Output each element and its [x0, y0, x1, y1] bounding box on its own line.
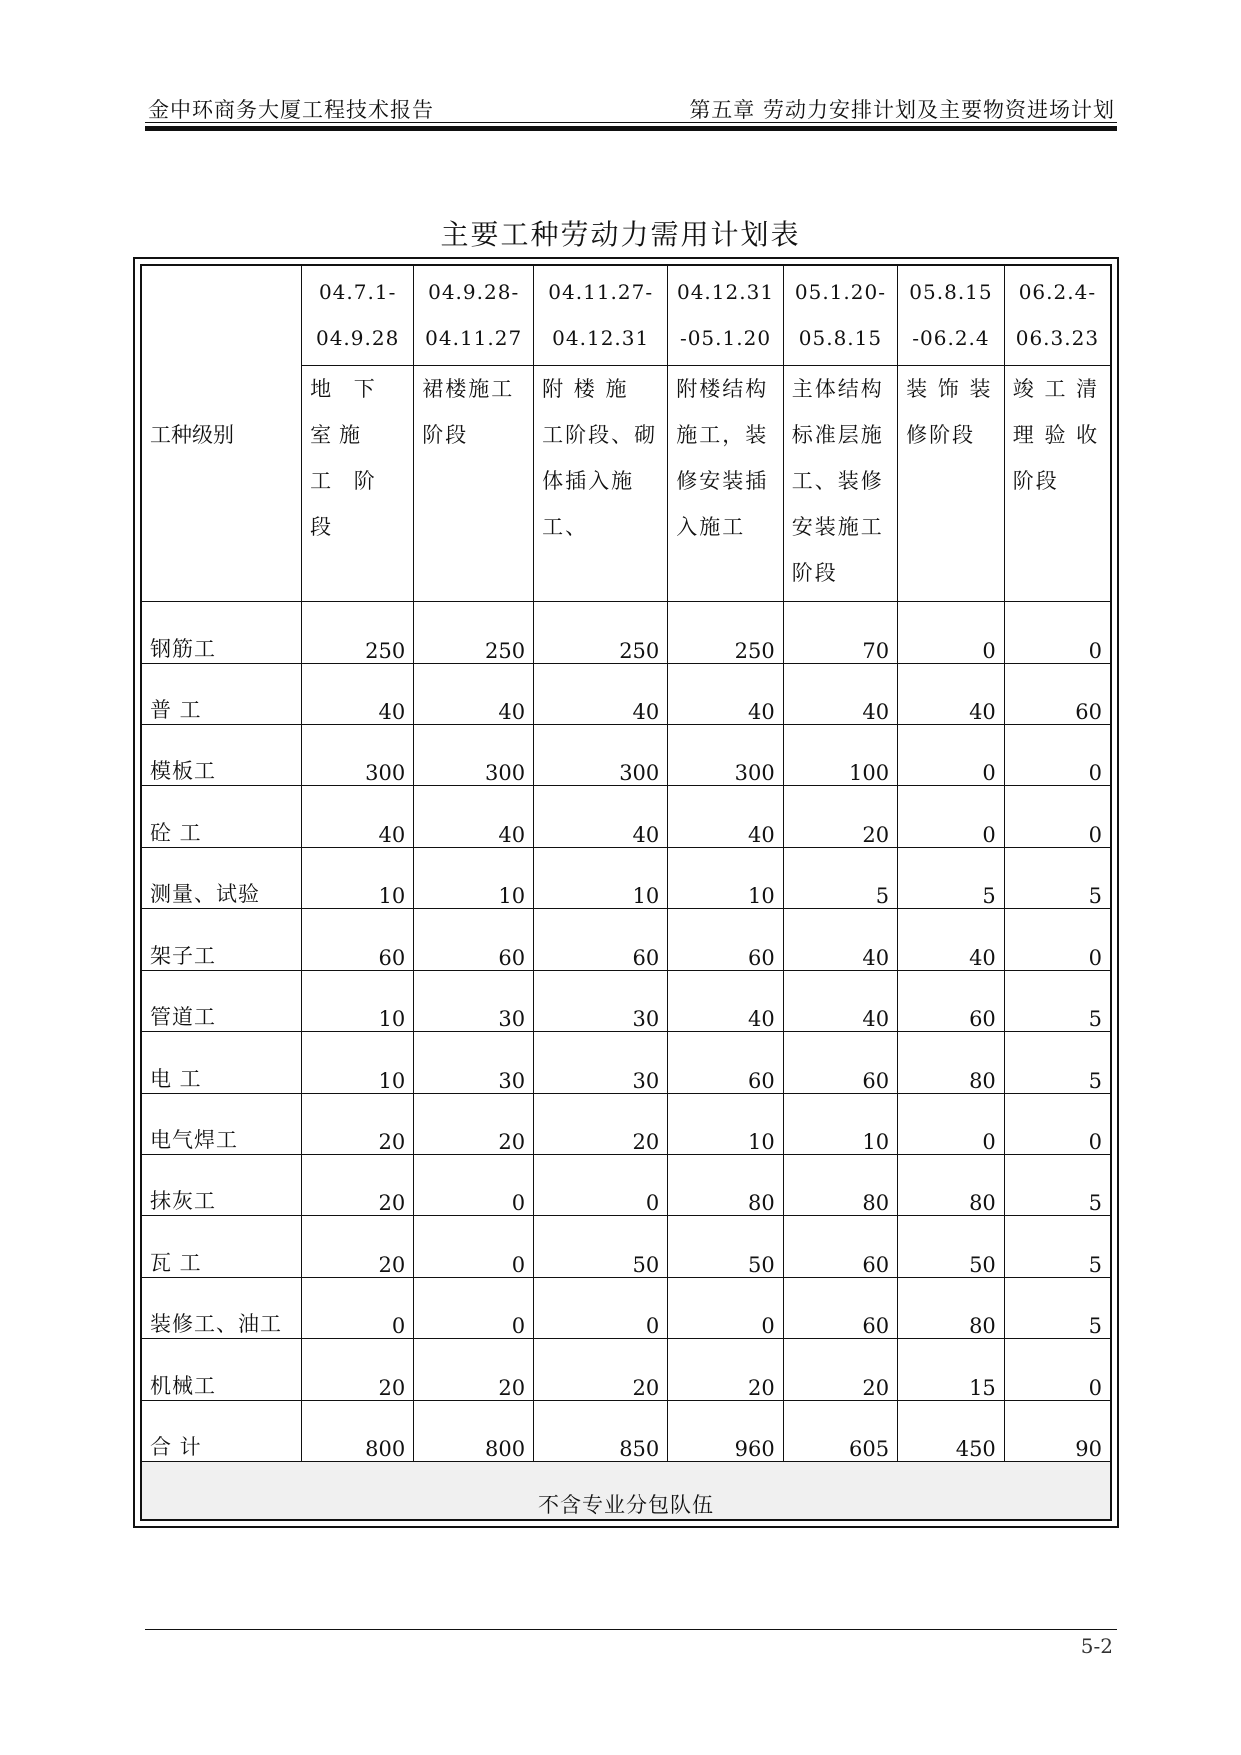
- header-rule-thin: [145, 122, 1117, 123]
- value-cell: 300: [668, 725, 783, 786]
- trade-name: 模板工: [141, 725, 302, 786]
- value-cell: 850: [534, 1400, 668, 1461]
- period-date-cell: 04.9.28- 04.11.27: [414, 265, 534, 365]
- value-cell: 20: [668, 1339, 783, 1400]
- value-cell: 250: [534, 602, 668, 663]
- trade-name: 测量、试验: [141, 847, 302, 908]
- value-cell: 10: [302, 847, 414, 908]
- trade-name: 电气焊工: [141, 1093, 302, 1154]
- value-cell: 40: [783, 909, 897, 970]
- header-chapter-title: 第五章 劳动力安排计划及主要物资进场计划: [689, 98, 1115, 122]
- total-row: [141, 1400, 1111, 1461]
- period-date-cell: 04.12.31 -05.1.20: [668, 265, 783, 365]
- value-cell: 5: [1004, 1032, 1111, 1093]
- value-cell: 605: [783, 1400, 897, 1461]
- value-cell: 0: [1004, 909, 1111, 970]
- table-row: [141, 1277, 1111, 1338]
- table-row: [141, 1154, 1111, 1215]
- period-date-cell: 04.7.1- 04.9.28: [302, 265, 414, 365]
- value-cell: 30: [414, 1032, 534, 1093]
- value-cell: 20: [414, 1093, 534, 1154]
- stage-cell: 裙楼施工阶段: [414, 365, 534, 601]
- value-cell: 0: [898, 602, 1005, 663]
- value-cell: 20: [534, 1093, 668, 1154]
- value-cell: 0: [414, 1277, 534, 1338]
- value-cell: 250: [668, 602, 783, 663]
- value-cell: 0: [414, 1154, 534, 1215]
- value-cell: 40: [302, 786, 414, 847]
- value-cell: 60: [534, 909, 668, 970]
- value-cell: 5: [783, 847, 897, 908]
- value-cell: 10: [302, 1032, 414, 1093]
- table-row: [141, 1093, 1111, 1154]
- value-cell: 40: [414, 663, 534, 724]
- period-date-row: [141, 265, 1111, 365]
- value-cell: 300: [302, 725, 414, 786]
- value-cell: 30: [534, 1032, 668, 1093]
- value-cell: 60: [1004, 663, 1111, 724]
- stage-cell: 附楼结构施工，装修安装插入施工: [668, 365, 783, 601]
- value-cell: 40: [783, 970, 897, 1031]
- value-cell: 30: [534, 970, 668, 1031]
- value-cell: 15: [898, 1339, 1005, 1400]
- footer-rule: [145, 1629, 1117, 1630]
- value-cell: 40: [668, 786, 783, 847]
- table-row: [141, 786, 1111, 847]
- value-cell: 90: [1004, 1400, 1111, 1461]
- value-cell: 80: [898, 1032, 1005, 1093]
- value-cell: 10: [783, 1093, 897, 1154]
- value-cell: 20: [783, 1339, 897, 1400]
- value-cell: 5: [1004, 970, 1111, 1031]
- period-date-cell: 06.2.4- 06.3.23: [1004, 265, 1111, 365]
- value-cell: 80: [783, 1154, 897, 1215]
- trade-name: 管道工: [141, 970, 302, 1031]
- header-rule-thick: [145, 126, 1117, 131]
- value-cell: 10: [534, 847, 668, 908]
- value-cell: 0: [898, 725, 1005, 786]
- value-cell: 0: [1004, 725, 1111, 786]
- value-cell: 800: [414, 1400, 534, 1461]
- value-cell: 5: [1004, 847, 1111, 908]
- table-row: [141, 909, 1111, 970]
- value-cell: 0: [898, 1093, 1005, 1154]
- value-cell: 300: [534, 725, 668, 786]
- value-cell: 60: [783, 1216, 897, 1277]
- value-cell: 50: [668, 1216, 783, 1277]
- value-cell: 960: [668, 1400, 783, 1461]
- header-report-title: 金中环商务大厦工程技术报告: [148, 98, 434, 122]
- value-cell: 20: [783, 786, 897, 847]
- value-cell: 60: [668, 1032, 783, 1093]
- value-cell: 50: [534, 1216, 668, 1277]
- trade-name: 装修工、油工: [141, 1277, 302, 1338]
- value-cell: 300: [414, 725, 534, 786]
- value-cell: 10: [668, 1093, 783, 1154]
- value-cell: 0: [302, 1277, 414, 1338]
- value-cell: 40: [898, 909, 1005, 970]
- value-cell: 20: [302, 1339, 414, 1400]
- value-cell: 5: [1004, 1216, 1111, 1277]
- value-cell: 20: [302, 1216, 414, 1277]
- period-date-cell: 04.11.27- 04.12.31: [534, 265, 668, 365]
- table-note: 不含专业分包队伍: [141, 1461, 1111, 1520]
- value-cell: 40: [414, 786, 534, 847]
- table-title: 主要工种劳动力需用计划表: [440, 218, 801, 251]
- value-cell: 0: [668, 1277, 783, 1338]
- value-cell: 30: [414, 970, 534, 1031]
- trade-name: 机械工: [141, 1339, 302, 1400]
- table-row: [141, 1032, 1111, 1093]
- value-cell: 0: [1004, 786, 1111, 847]
- value-cell: 5: [898, 847, 1005, 908]
- value-cell: 0: [534, 1154, 668, 1215]
- trade-name: 电 工: [141, 1032, 302, 1093]
- stage-cell: 竣 工 清理 验 收阶段: [1004, 365, 1111, 601]
- value-cell: 5: [1004, 1277, 1111, 1338]
- value-cell: 10: [668, 847, 783, 908]
- period-date-cell: 05.1.20- 05.8.15: [783, 265, 897, 365]
- trade-name: 砼 工: [141, 786, 302, 847]
- value-cell: 60: [783, 1277, 897, 1338]
- value-cell: 80: [898, 1277, 1005, 1338]
- value-cell: 0: [1004, 602, 1111, 663]
- value-cell: 5: [1004, 1154, 1111, 1215]
- table-row: [141, 1216, 1111, 1277]
- trade-name: 合 计: [141, 1400, 302, 1461]
- table-row: [141, 725, 1111, 786]
- value-cell: 40: [783, 663, 897, 724]
- value-cell: 20: [414, 1339, 534, 1400]
- stage-cell: 附 楼 施 工阶段、砌体插入施工、: [534, 365, 668, 601]
- value-cell: 40: [898, 663, 1005, 724]
- value-cell: 40: [534, 663, 668, 724]
- value-cell: 60: [898, 970, 1005, 1031]
- value-cell: 60: [302, 909, 414, 970]
- labor-plan-table: [140, 264, 1112, 1521]
- value-cell: 0: [898, 786, 1005, 847]
- value-cell: 50: [898, 1216, 1005, 1277]
- value-cell: 10: [414, 847, 534, 908]
- value-cell: 0: [1004, 1093, 1111, 1154]
- trade-name: 抹灰工: [141, 1154, 302, 1215]
- trade-name: 钢筋工: [141, 602, 302, 663]
- value-cell: 20: [302, 1093, 414, 1154]
- stage-cell: 装 饰 装修阶段: [898, 365, 1005, 601]
- table-row: [141, 602, 1111, 663]
- value-cell: 250: [414, 602, 534, 663]
- value-cell: 0: [534, 1277, 668, 1338]
- trade-name: 瓦 工: [141, 1216, 302, 1277]
- note-row: [141, 1461, 1111, 1520]
- value-cell: 60: [783, 1032, 897, 1093]
- value-cell: 40: [668, 663, 783, 724]
- trade-name: 普 工: [141, 663, 302, 724]
- value-cell: 100: [783, 725, 897, 786]
- period-date-cell: 05.8.15 -06.2.4: [898, 265, 1005, 365]
- value-cell: 0: [414, 1216, 534, 1277]
- trade-name: 架子工: [141, 909, 302, 970]
- value-cell: 0: [1004, 1339, 1111, 1400]
- value-cell: 60: [414, 909, 534, 970]
- corner-label: 工种级别: [141, 265, 302, 602]
- value-cell: 40: [302, 663, 414, 724]
- value-cell: 40: [668, 970, 783, 1031]
- stage-cell: 主体结构标准层施工、装修安装施工阶段: [783, 365, 897, 601]
- table-frame: [133, 257, 1119, 1528]
- table-row: [141, 1339, 1111, 1400]
- value-cell: 80: [668, 1154, 783, 1215]
- stage-cell: 地 下 室施 工 阶段: [302, 365, 414, 601]
- table-row: [141, 847, 1111, 908]
- value-cell: 70: [783, 602, 897, 663]
- value-cell: 450: [898, 1400, 1005, 1461]
- table-row: [141, 970, 1111, 1031]
- value-cell: 20: [534, 1339, 668, 1400]
- value-cell: 800: [302, 1400, 414, 1461]
- page-number: 5-2: [1080, 1634, 1113, 1658]
- value-cell: 60: [668, 909, 783, 970]
- value-cell: 20: [302, 1154, 414, 1215]
- table-row: [141, 663, 1111, 724]
- value-cell: 10: [302, 970, 414, 1031]
- value-cell: 250: [302, 602, 414, 663]
- value-cell: 80: [898, 1154, 1005, 1215]
- value-cell: 40: [534, 786, 668, 847]
